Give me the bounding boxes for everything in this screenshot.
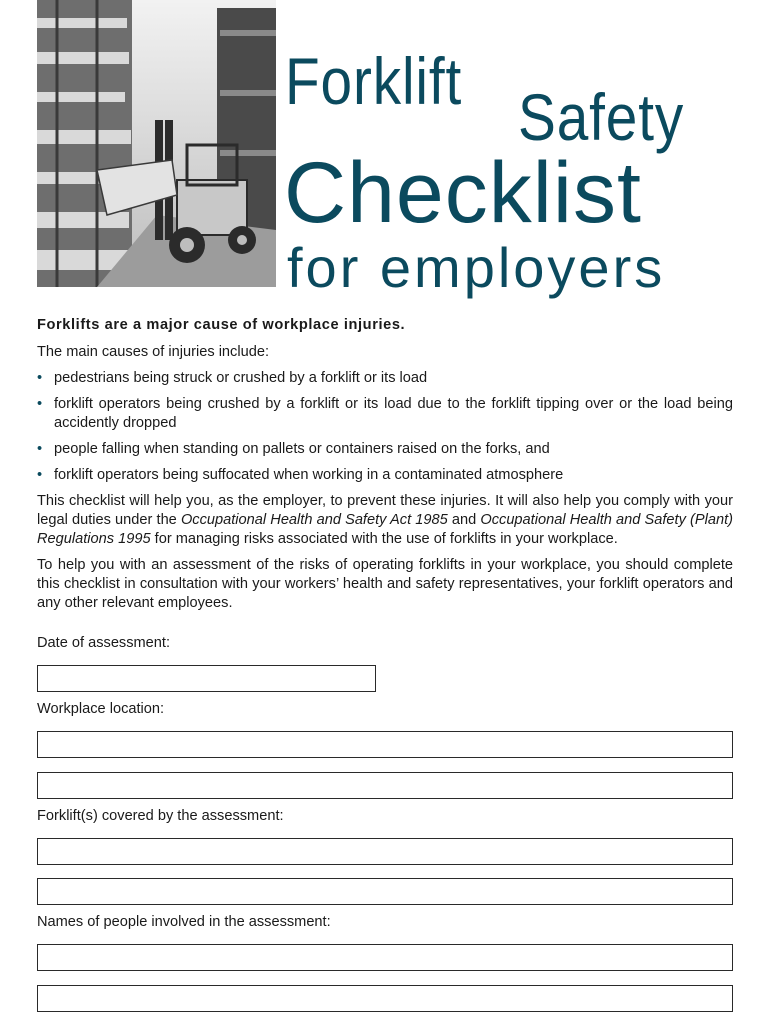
names-field-1[interactable] bbox=[37, 944, 733, 971]
names-label: Names of people involved in the assessment: bbox=[37, 914, 331, 930]
lead-statement: Forklifts are a major cause of workplace injuries. bbox=[37, 317, 406, 333]
cause-item bbox=[37, 440, 733, 459]
date-field[interactable] bbox=[37, 665, 376, 692]
title-safety: Safety bbox=[518, 80, 685, 154]
title-checklist: Checklist bbox=[284, 145, 642, 241]
purpose-paragraph bbox=[37, 492, 733, 549]
date-label: Date of assessment: bbox=[37, 635, 171, 651]
cause-text: pedestrians being struck or crushed by a forklift or its load bbox=[54, 370, 428, 386]
title-for-employers: for employers bbox=[287, 236, 666, 299]
purpose-text-and: and bbox=[447, 512, 481, 528]
location-field-1[interactable] bbox=[37, 731, 733, 758]
cause-item bbox=[37, 466, 733, 485]
purpose-text-a: This checklist will help you, as the employer, to prevent these injuries. It will also help you comply with your legal duties under the bbox=[37, 493, 733, 528]
cause-item bbox=[37, 369, 733, 388]
bullet-icon: • bbox=[37, 396, 43, 412]
forklift-photo bbox=[37, 0, 276, 287]
title-forklift: Forklift bbox=[285, 44, 463, 118]
names-field-2[interactable] bbox=[37, 985, 733, 1012]
bullet-icon: • bbox=[37, 467, 43, 483]
cause-text: people falling when standing on pallets or containers raised on the forks, and bbox=[54, 441, 550, 457]
intro-section bbox=[37, 316, 733, 620]
regulations-title: Occupational Health and Safety (Plant) Regulations 1995 bbox=[37, 512, 733, 547]
forklifts-label: Forklift(s) covered by the assessment: bbox=[37, 808, 284, 824]
cause-text: forklift operators being crushed by a forklift or its load due to the forklift tipping over or the load being accidently dropped bbox=[54, 396, 733, 431]
cause-text: forklift operators being suffocated when working in a contaminated atmosphere bbox=[54, 467, 564, 483]
location-label: Workplace location: bbox=[37, 701, 165, 717]
purpose-text-b: for managing risks associated with the use of forklifts in your workplace. bbox=[150, 531, 618, 547]
consultation-paragraph: To help you with an assessment of the risks of operating forklifts in your workplace, you should complete this checklist in consultation with your workers’ health and safety representatives, your forklift operators and any other relevant employees. bbox=[37, 557, 733, 611]
forklifts-field-1[interactable] bbox=[37, 838, 733, 865]
forklift-photo-illustration bbox=[37, 0, 276, 287]
act-title: Occupational Health and Safety Act 1985 bbox=[180, 512, 448, 528]
location-field-2[interactable] bbox=[37, 772, 733, 799]
bullet-icon: • bbox=[37, 370, 43, 386]
bullet-icon: • bbox=[37, 441, 43, 457]
forklifts-field-2[interactable] bbox=[37, 878, 733, 905]
cause-item bbox=[37, 395, 733, 433]
causes-list bbox=[37, 369, 733, 485]
causes-intro: The main causes of injuries include: bbox=[37, 344, 269, 360]
